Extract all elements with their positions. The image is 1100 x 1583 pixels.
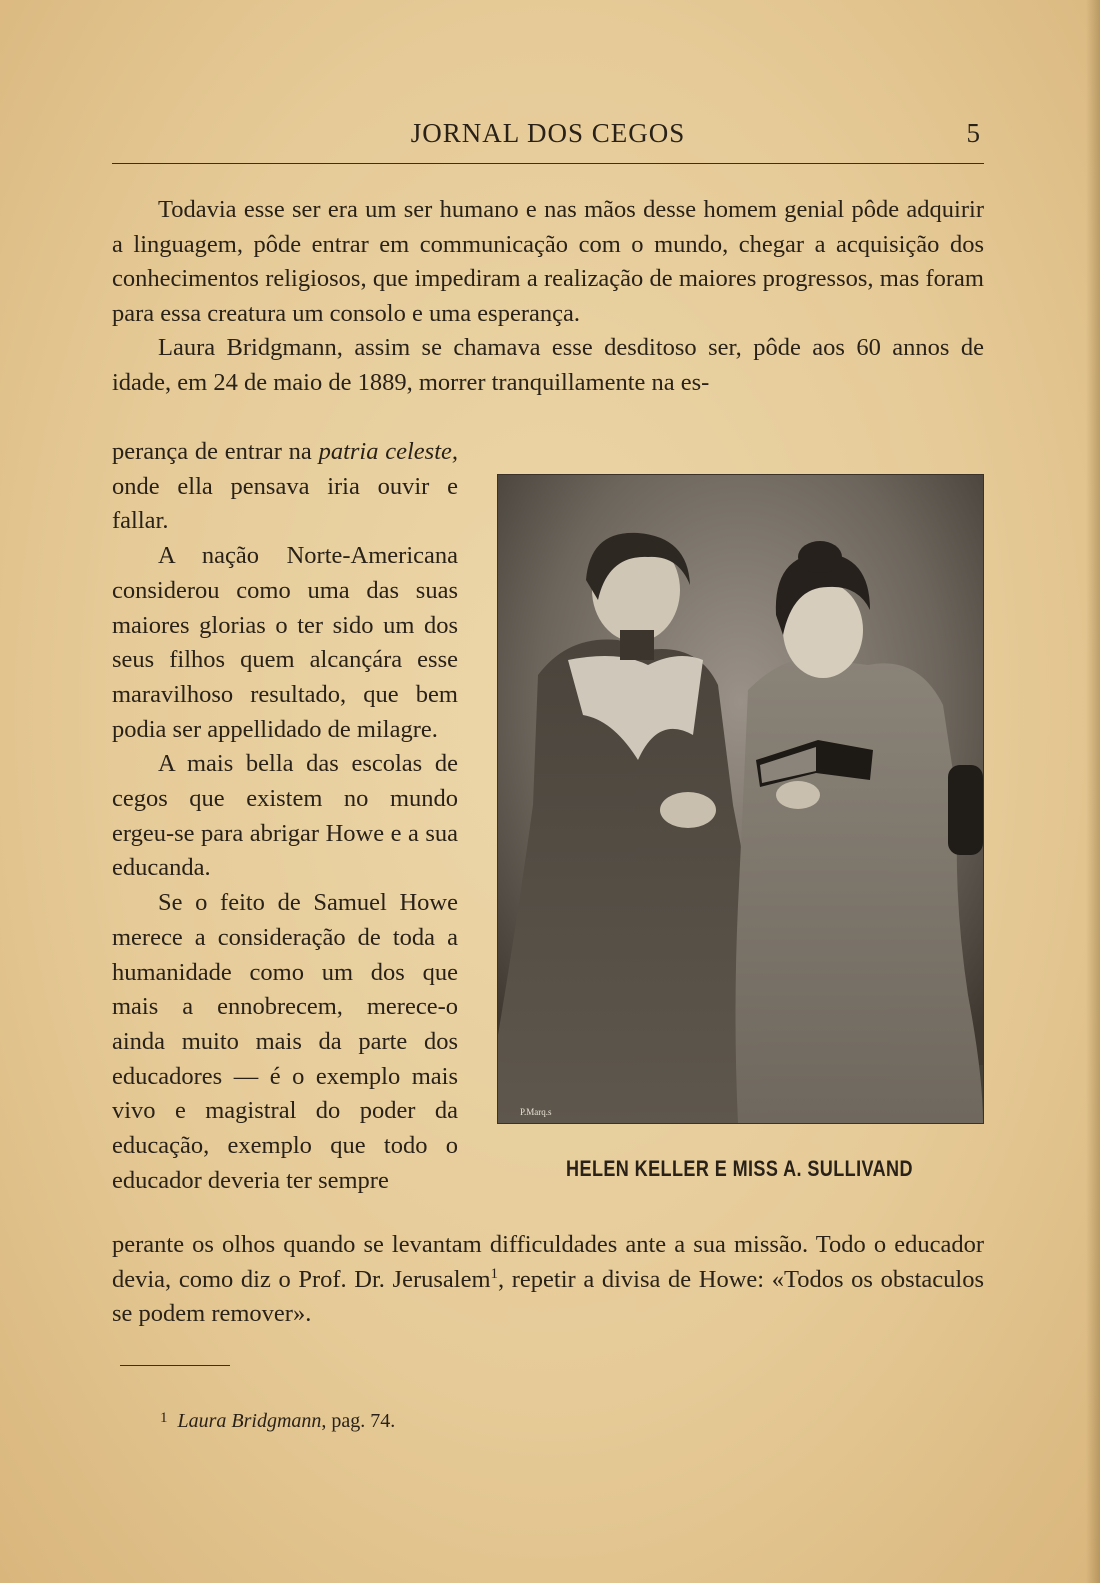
paragraph-5-text-b: , repetir a divisa de Howe: «Todos os obstaculos se podem remover». [112,1265,984,1327]
paragraph-5-text-a: perante os olhos quando se levantam difficuldades ante a sua missão. Todo o educador devia, como diz o Prof. Dr. Jerusalem [112,1231,984,1293]
footnote-rule [120,1365,230,1366]
footnote-source-title: Laura Bridgmann [177,1410,322,1432]
paragraph-2-text-b: onde ella pensava iria ouvir e fallar. [112,472,458,535]
closing-paragraph-text [112,1228,984,1332]
paragraph-2-continued [112,435,458,539]
chair [948,765,983,855]
footnote-reference: 1 [490,1265,499,1282]
portrait-illustration [498,475,983,1123]
patria-celeste-italic: patria celeste, [318,438,459,465]
journal-title: JORNAL DOS CEGOS [410,118,686,148]
page-edge-shadow [1086,0,1100,1583]
footnote [160,1410,395,1433]
footnote-marker: 1 [160,1410,168,1426]
footnote-source-page: , pag. 74. [321,1410,396,1432]
paragraph-2: Laura Bridgmann, assim se chamava esse desditoso ser, pôde aos 60 annos de idade, em 24 de maio de 1889, morrer tranquillamente na es- [112,334,984,396]
paragraph-2-text-a: perança de entrar na [112,438,319,465]
paragraph-5-continued [112,1228,984,1332]
running-header [112,118,984,158]
engraver-signature: P.Marq.s [520,1107,552,1117]
paragraph-3: A nação Norte-Americana considerou como uma das suas maiores glorias o ter sido um dos seus filhos quem alcançára esse maravilhoso resultado, que bem podia ser appellidado de milagre. [112,542,458,743]
paragraph-1: Todavia esse ser era um ser humano e nas mãos desse homem genial pôde adquirir a linguagem, pôde entrar em communicação com o mundo, chegar a acquisição dos conhecimentos religiosos, que impediram a realização de maiores progressos, mas foram para essa creatura um consolo e uma esperança. [112,196,984,327]
header-rule [112,163,984,164]
figure-caption: HELEN KELLER E MISS A. SULLIVAND [566,1156,913,1181]
portrait-photograph [497,474,984,1124]
left-column-text [112,435,458,1198]
clasped-hands [660,792,716,828]
right-figure-dress [736,658,984,1123]
opening-paragraphs [112,193,984,400]
page-number: 5 [966,118,980,148]
paragraph-5: Se o feito de Samuel Howe merece a consideração de toda a humanidade como um dos que mais a ennobrecem, merece-o ainda muito mais da parte dos educadores — é o exemplo mais vivo e magistral do poder da educação, exemplo que todo o educador deveria ter sempre [112,889,458,1194]
paragraph-4: A mais bella das escolas de cegos que existem no mundo ergeu-se para abrigar Howe e a sua educanda. [112,750,458,882]
